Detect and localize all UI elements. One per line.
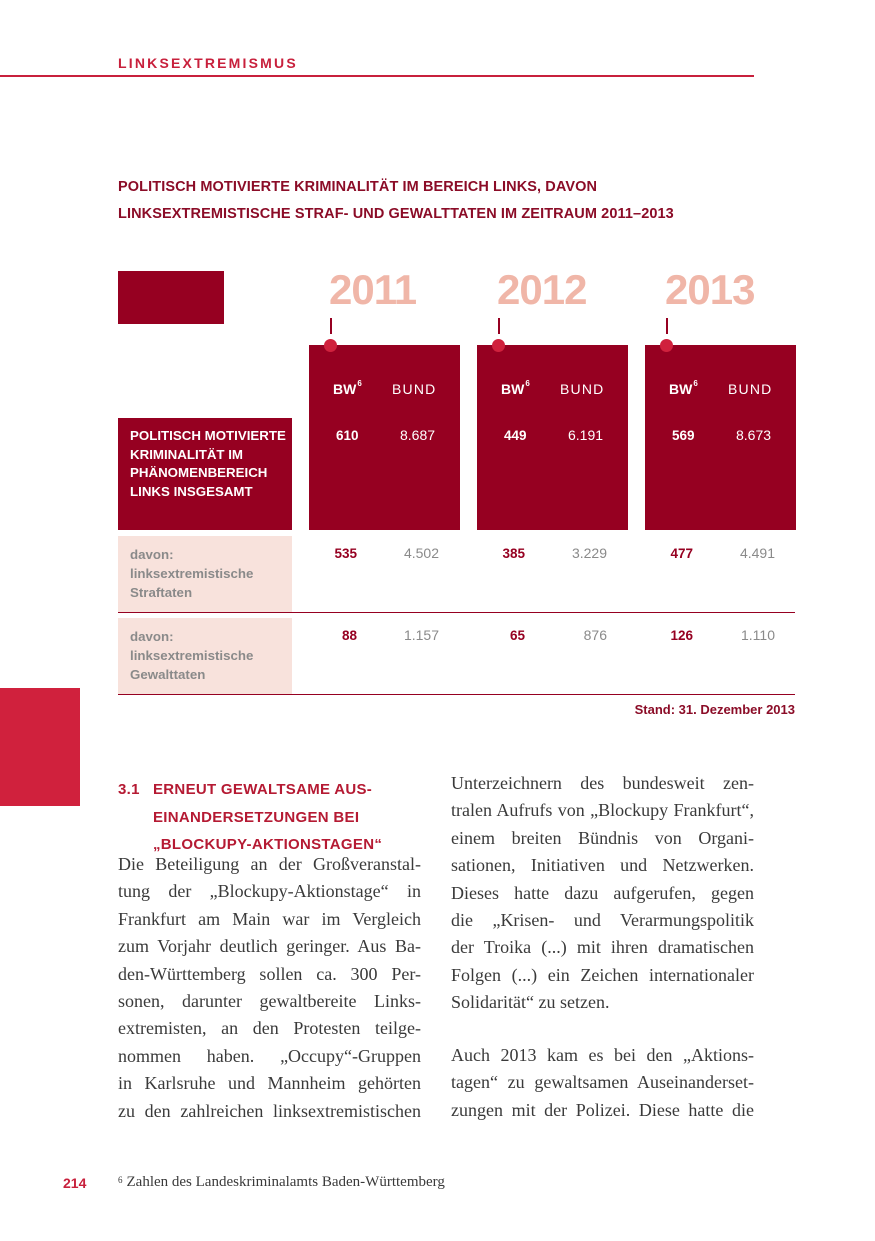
chapter-tab-marker xyxy=(0,688,80,806)
year-marker-dot xyxy=(324,339,337,352)
footnote-text: Zahlen des Landeskriminalamts Baden-Württemberg xyxy=(126,1174,445,1190)
table-cell: 569 xyxy=(672,428,695,443)
row-label-gewalttaten xyxy=(118,618,292,694)
text-line: zu den zahlreichen linksextremistischen xyxy=(118,1100,421,1121)
chart-title-line: POLITISCH MOTIVIERTE KRIMINALITÄT IM BEREICH LINKS, DAVON xyxy=(118,179,598,195)
row-label-line: KRIMINALITÄT IM xyxy=(130,446,244,462)
text-line: tralen Aufrufs von „Blockupy Frankfurt“, xyxy=(451,800,754,821)
text-line: zungen mit der Polizei. Diese hatte die xyxy=(451,1099,754,1120)
table-cell: 4.491 xyxy=(739,545,775,561)
text-line: die „Krisen- und Verarmungspolitik xyxy=(451,910,754,931)
running-title: LINKSEXTREMISMUS xyxy=(118,55,298,71)
year-marker-dot xyxy=(492,339,505,352)
text-line: Die Beteiligung an der Großveranstal- xyxy=(118,854,421,874)
text-line: Auch 2013 kam es bei den „Aktions- xyxy=(451,1045,754,1065)
table-cell: 876 xyxy=(583,627,607,643)
section-heading-line: „BLOCKUPY-AKTIONSTAGEN“ xyxy=(153,836,383,853)
table-cell: 385 xyxy=(502,546,525,561)
text-line: sonen, darunter gewaltbereite Links- xyxy=(118,991,421,1012)
text-line: zum Vorjahr deutlich geringer. Aus Ba- xyxy=(118,936,421,957)
table-cell: 1.110 xyxy=(741,627,775,643)
body-text-left-column xyxy=(118,851,421,1125)
row-label-total xyxy=(118,418,292,530)
year-marker-line xyxy=(498,318,500,334)
body-text-right-column xyxy=(451,770,754,1017)
text-line: extremisten, an den Protesten teilge- xyxy=(118,1018,421,1039)
row-label-line: Gewalttaten xyxy=(130,667,206,682)
year-label-2013: 2013 xyxy=(665,266,755,313)
year-label-2011: 2011 xyxy=(329,266,417,313)
year-label-2012: 2012 xyxy=(497,266,587,313)
year-column-2013 xyxy=(645,345,796,530)
text-line: Folgen (...) ein Zeichen internationaler xyxy=(451,964,754,985)
table-cell: 610 xyxy=(336,428,359,443)
table-cell: 8.687 xyxy=(400,427,436,443)
row-label-line: linksextremistische xyxy=(130,648,254,663)
text-line: tung der „Blockupy-Aktionstage“ in xyxy=(118,881,421,902)
table-cell: 88 xyxy=(341,628,357,643)
year-marker-line xyxy=(666,318,668,334)
text-line: in Karlsruhe und Mannheim gehörten xyxy=(118,1073,421,1094)
text-line: sationen, Initiativen und Netzwerken. xyxy=(451,855,754,876)
row-label-line: POLITISCH MOTIVIERTE xyxy=(130,428,286,443)
row-label-line: PHÄNOMENBEREICH xyxy=(130,465,268,480)
table-cell: 449 xyxy=(504,428,527,443)
table-bottom-rule xyxy=(118,694,795,695)
column-header-bund: BUND xyxy=(728,381,773,397)
table-cell: 3.229 xyxy=(571,545,607,561)
year-marker-line xyxy=(330,318,332,334)
footnote xyxy=(118,1174,445,1191)
text-line: nommen haben. „Occupy“-Gruppen xyxy=(118,1045,421,1066)
text-line: Solidarität“ zu setzen. xyxy=(451,992,610,1013)
text-line: der Troika (...) mit ihren dramatischen xyxy=(451,937,754,958)
column-header-bw: BW$^6$ xyxy=(333,379,362,397)
row-label-line: Straftaten xyxy=(130,585,193,600)
table-cell: 535 xyxy=(334,546,357,561)
chart-title xyxy=(118,174,818,228)
section-number: 3.1 xyxy=(118,781,140,798)
row-label-straftaten xyxy=(118,536,292,612)
row-label-line: davon: xyxy=(130,629,174,644)
row-label-line: linksextremistische xyxy=(130,566,254,581)
text-line: einem breiten Bündnis von Organi- xyxy=(451,827,754,848)
text-line: Frankfurt am Main war im Vergleich xyxy=(118,908,421,929)
text-line: tagen“ zu gewaltsamen Auseinanderset- xyxy=(451,1072,754,1093)
text-line: Dieses hatte dazu aufgerufen, gegen xyxy=(451,882,754,903)
row-divider xyxy=(118,612,795,613)
section-heading-line: EINANDERSETZUNGEN BEI xyxy=(153,808,360,826)
table-corner-block xyxy=(118,271,224,324)
table-cell: 8.673 xyxy=(736,427,772,443)
table-cell: 6.191 xyxy=(568,427,604,443)
body-text-right-paragraph-2 xyxy=(451,1042,754,1124)
row-label-line: LINKS INSGESAMT xyxy=(130,483,253,499)
table-cell: 4.502 xyxy=(403,545,439,561)
row-label-line: davon: xyxy=(130,547,174,562)
table-cell: 477 xyxy=(670,546,693,561)
year-marker-dot xyxy=(660,339,673,352)
year-column-2011 xyxy=(309,345,460,530)
column-header-bw: BW$^6$ xyxy=(501,379,530,397)
footnote-marker: 6 xyxy=(118,1175,123,1185)
year-column-2012 xyxy=(477,345,628,530)
column-header-bund: BUND xyxy=(560,381,605,397)
header-rule xyxy=(0,75,754,77)
table-cell: 65 xyxy=(509,628,525,643)
text-line: den-Württemberg sollen ca. 300 Per- xyxy=(118,963,421,984)
table-cell: 1.157 xyxy=(403,627,439,643)
column-header-bw: BW$^6$ xyxy=(669,379,698,397)
text-line: Unterzeichnern des bundesweit zen- xyxy=(451,773,754,793)
section-heading-line: ERNEUT GEWALTSAME AUS- xyxy=(153,781,373,798)
column-header-bund: BUND xyxy=(392,381,437,397)
data-status-note: Stand: 31. Dezember 2013 xyxy=(634,702,795,717)
page-number: 214 xyxy=(63,1175,87,1191)
chart-title-line: LINKSEXTREMISTISCHE STRAF- UND GEWALTTATEN IM ZEITRAUM 2011–2013 xyxy=(118,206,674,222)
table-cell: 126 xyxy=(670,628,693,643)
